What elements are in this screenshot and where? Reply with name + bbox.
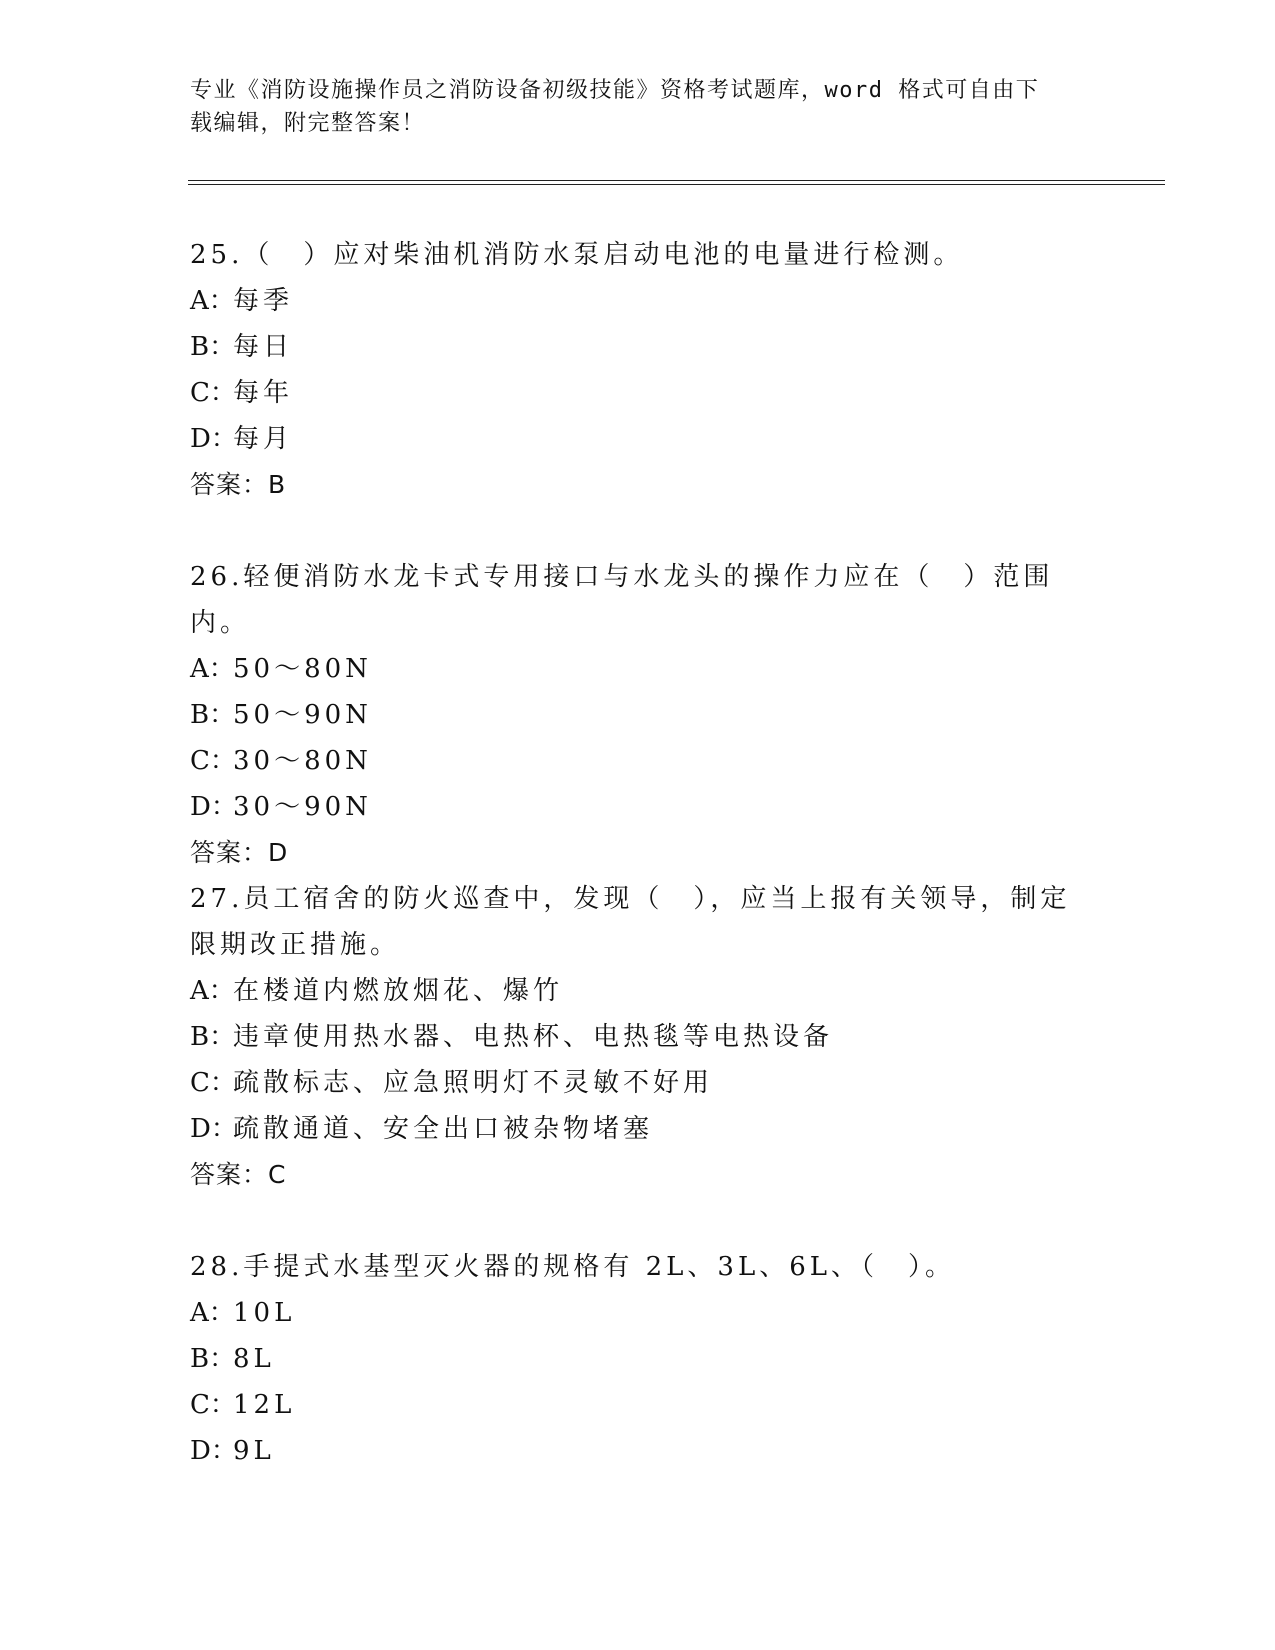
option-a: [190, 968, 1095, 1014]
option-letter: A：: [190, 286, 235, 316]
option-letter: C：: [190, 746, 236, 776]
option-letter: A：: [190, 654, 235, 684]
option-b: [190, 1336, 1090, 1382]
option-a: [190, 278, 1090, 324]
option-text: 12L: [233, 1390, 296, 1420]
option-text: 30～80N: [233, 746, 372, 776]
option-b: [190, 1014, 1095, 1060]
option-letter: D：: [190, 1114, 237, 1144]
header-divider-top: [188, 180, 1165, 181]
question-stem: 25.（ ）应对柴油机消防水泵启动电池的电量进行检测。: [190, 240, 964, 270]
option-letter: B：: [190, 700, 236, 730]
option-a: [190, 646, 1090, 692]
option-letter: A：: [190, 1298, 235, 1328]
option-text: 每日: [233, 332, 294, 362]
option-c: [190, 1060, 1095, 1106]
option-text: 50～90N: [233, 700, 372, 730]
option-c: [190, 1382, 1090, 1428]
option-text: 10L: [233, 1298, 296, 1328]
option-text: 疏散通道、安全出口被杂物堵塞: [233, 1114, 654, 1144]
option-text: 30～90N: [233, 792, 372, 822]
header-divider-bottom: [188, 184, 1165, 185]
option-text: 8L: [233, 1344, 275, 1374]
option-text: 每年: [233, 378, 294, 408]
question-stem: 28.手提式水基型灭火器的规格有 2L、3L、6L、（ ）。: [190, 1252, 956, 1282]
option-b: [190, 324, 1090, 370]
option-text: 在楼道内燃放烟花、爆竹: [233, 976, 564, 1006]
option-letter: C：: [190, 1390, 236, 1420]
answer: 答案：C: [190, 1160, 287, 1189]
option-letter: D：: [190, 424, 237, 454]
option-c: [190, 738, 1090, 784]
option-text: 50～80N: [233, 654, 372, 684]
option-letter: B：: [190, 332, 236, 362]
option-text: 每季: [233, 286, 294, 316]
option-b: [190, 692, 1090, 738]
option-text: 每月: [233, 424, 294, 454]
option-letter: B：: [190, 1022, 236, 1052]
header-line-1: 专业《消防设施操作员之消防设备初级技能》资格考试题库，word 格式可自由下: [190, 78, 1040, 103]
option-d: [190, 784, 1090, 830]
question-stem: 26.轻便消防水龙卡式专用接口与水龙头的操作力应在（ ）范围内。: [190, 562, 1054, 638]
option-text: 疏散标志、应急照明灯不灵敏不好用: [233, 1068, 714, 1098]
question-28: [190, 1244, 1090, 1474]
option-d: [190, 416, 1090, 462]
question-25: [190, 232, 1090, 508]
option-d: [190, 1106, 1095, 1152]
option-letter: D：: [190, 792, 237, 822]
question-26: [190, 554, 1090, 876]
option-text: 9L: [233, 1436, 275, 1466]
option-a: [190, 1290, 1090, 1336]
document-header: [190, 74, 1070, 140]
option-letter: C：: [190, 378, 236, 408]
option-letter: B：: [190, 1344, 236, 1374]
option-letter: A：: [190, 976, 235, 1006]
question-stem: 27.员工宿舍的防火巡查中，发现（ ），应当上报有关领导，制定限期改正措施。: [190, 884, 1071, 960]
option-d: [190, 1428, 1090, 1474]
answer: 答案：D: [190, 838, 289, 867]
option-c: [190, 370, 1090, 416]
option-letter: D：: [190, 1436, 237, 1466]
answer: 答案：B: [190, 470, 287, 499]
header-line-2: 载编辑，附完整答案！: [190, 111, 426, 136]
question-27: [190, 876, 1095, 1198]
option-letter: C：: [190, 1068, 236, 1098]
option-text: 违章使用热水器、电热杯、电热毯等电热设备: [233, 1022, 834, 1052]
